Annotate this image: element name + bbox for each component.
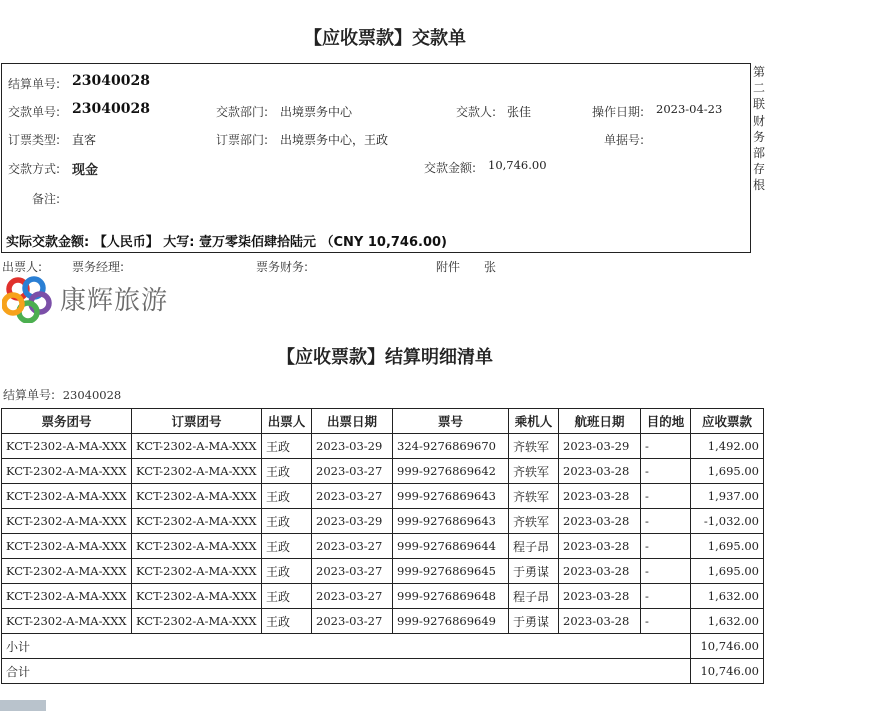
detail-settle-no-value: 23040028	[62, 388, 122, 402]
cell-issue-date: 2023-03-29	[312, 509, 393, 534]
cell-receivable: -1,032.00	[691, 509, 764, 534]
cell-flight-date: 2023-03-28	[559, 484, 641, 509]
col-header-destination: 目的地	[641, 409, 691, 434]
cell-flight-date: 2023-03-28	[559, 534, 641, 559]
cell-flight-date: 2023-03-28	[559, 609, 641, 634]
pay-method-label: 交款方式:	[8, 162, 61, 176]
col-header-ticket-group: 票务团号	[2, 409, 132, 434]
bottom-scroll-stub	[0, 700, 46, 711]
cell-destination: -	[641, 484, 691, 509]
cell-receivable: 1,695.00	[691, 534, 764, 559]
cell-ticket-group: KCT-2302-A-MA-XXX	[2, 459, 132, 484]
cell-ticket-no: 999-9276869642	[393, 459, 509, 484]
issuer-label: 出票人:	[2, 260, 43, 274]
cell-order-group: KCT-2302-A-MA-XXX	[132, 609, 262, 634]
total-label: 合计	[2, 659, 691, 684]
cell-issuer: 王政	[262, 559, 312, 584]
col-header-flight-date: 航班日期	[559, 409, 641, 434]
cell-passenger: 于勇谋	[509, 609, 559, 634]
total-row	[2, 659, 764, 684]
detail-title: 【应收票款】结算明细清单	[277, 347, 493, 368]
finance-label: 票务财务:	[256, 260, 309, 274]
cell-flight-date: 2023-03-28	[559, 584, 641, 609]
cell-receivable: 1,492.00	[691, 434, 764, 459]
actual-amount-line: 实际交款金额: 【人民币】 大写: 壹万零柒佰肆拾陆元 （CNY 10,746.00)	[6, 235, 447, 250]
cell-passenger: 于勇谋	[509, 559, 559, 584]
order-dept-value: 出境票务中心，王政	[280, 133, 389, 147]
table-row	[2, 609, 764, 634]
order-type-value: 直客	[72, 133, 97, 147]
cell-issue-date: 2023-03-27	[312, 484, 393, 509]
copy-side-note: 第二联财务部存根	[753, 65, 766, 193]
table-row	[2, 459, 764, 484]
brand-logo-icon	[2, 275, 52, 323]
settlement-detail-table	[1, 408, 764, 684]
cell-order-group: KCT-2302-A-MA-XXX	[132, 459, 262, 484]
cell-ticket-no: 999-9276869643	[393, 484, 509, 509]
col-header-issue-date: 出票日期	[312, 409, 393, 434]
pay-no-label: 交款单号:	[8, 105, 61, 119]
cell-flight-date: 2023-03-29	[559, 434, 641, 459]
cell-ticket-group: KCT-2302-A-MA-XXX	[2, 484, 132, 509]
receipt-no-label: 单据号:	[604, 133, 645, 147]
cell-issuer: 王政	[262, 584, 312, 609]
attach-label: 附件	[436, 260, 461, 274]
cell-ticket-group: KCT-2302-A-MA-XXX	[2, 609, 132, 634]
cell-receivable: 1,695.00	[691, 459, 764, 484]
cell-destination: -	[641, 509, 691, 534]
cell-issuer: 王政	[262, 609, 312, 634]
cell-destination: -	[641, 434, 691, 459]
cell-ticket-no: 999-9276869644	[393, 534, 509, 559]
cell-order-group: KCT-2302-A-MA-XXX	[132, 509, 262, 534]
brand-name: 康辉旅游	[60, 286, 169, 316]
subtotal-label: 小计	[2, 634, 691, 659]
cell-ticket-no: 999-9276869645	[393, 559, 509, 584]
pay-no-value: 23040028	[72, 101, 150, 117]
cell-receivable: 1,695.00	[691, 559, 764, 584]
cell-passenger: 程子昂	[509, 584, 559, 609]
remark-label: 备注:	[32, 192, 61, 206]
cell-passenger: 程子昂	[509, 534, 559, 559]
voucher-title: 【应收票款】交款单	[304, 28, 466, 49]
col-header-order-group: 订票团号	[132, 409, 262, 434]
voucher-box	[1, 63, 751, 253]
pay-dept-label: 交款部门:	[216, 105, 269, 119]
table-row	[2, 534, 764, 559]
cell-issue-date: 2023-03-27	[312, 609, 393, 634]
cell-destination: -	[641, 534, 691, 559]
cell-passenger: 齐轶军	[509, 509, 559, 534]
subtotal-row	[2, 634, 764, 659]
cell-flight-date: 2023-03-28	[559, 509, 641, 534]
col-header-receivable: 应收票款	[691, 409, 764, 434]
cell-passenger: 齐轶军	[509, 459, 559, 484]
cell-flight-date: 2023-03-28	[559, 459, 641, 484]
cell-ticket-group: KCT-2302-A-MA-XXX	[2, 534, 132, 559]
cell-passenger: 齐轶军	[509, 434, 559, 459]
cell-destination: -	[641, 459, 691, 484]
payer-value: 张佳	[507, 105, 532, 119]
cell-ticket-group: KCT-2302-A-MA-XXX	[2, 584, 132, 609]
order-dept-label: 订票部门:	[216, 133, 269, 147]
attach-unit: 张	[484, 260, 497, 274]
cell-receivable: 1,632.00	[691, 584, 764, 609]
cell-destination: -	[641, 559, 691, 584]
cell-order-group: KCT-2302-A-MA-XXX	[132, 584, 262, 609]
cell-flight-date: 2023-03-28	[559, 559, 641, 584]
op-date-value: 2023-04-23	[656, 102, 723, 116]
manager-label: 票务经理:	[72, 260, 125, 274]
total-value: 10,746.00	[691, 659, 764, 684]
cell-issuer: 王政	[262, 434, 312, 459]
table-row	[2, 509, 764, 534]
cell-ticket-group: KCT-2302-A-MA-XXX	[2, 434, 132, 459]
cell-passenger: 齐轶军	[509, 484, 559, 509]
cell-ticket-no: 999-9276869643	[393, 509, 509, 534]
table-row	[2, 584, 764, 609]
col-header-ticket-no: 票号	[393, 409, 509, 434]
cell-issue-date: 2023-03-29	[312, 434, 393, 459]
cell-ticket-no: 999-9276869649	[393, 609, 509, 634]
cell-issue-date: 2023-03-27	[312, 584, 393, 609]
cell-ticket-no: 999-9276869648	[393, 584, 509, 609]
cell-destination: -	[641, 584, 691, 609]
cell-order-group: KCT-2302-A-MA-XXX	[132, 434, 262, 459]
op-date-label: 操作日期:	[592, 105, 645, 119]
pay-amount-value: 10,746.00	[488, 158, 547, 172]
pay-method-value: 现金	[72, 163, 99, 178]
table-row	[2, 484, 764, 509]
cell-issuer: 王政	[262, 484, 312, 509]
cell-ticket-group: KCT-2302-A-MA-XXX	[2, 509, 132, 534]
table-row	[2, 559, 764, 584]
col-header-passenger: 乘机人	[509, 409, 559, 434]
cell-receivable: 1,937.00	[691, 484, 764, 509]
table-row	[2, 434, 764, 459]
cell-order-group: KCT-2302-A-MA-XXX	[132, 559, 262, 584]
settle-no-label: 结算单号:	[8, 77, 61, 91]
brand-logo-partial	[0, 0, 48, 6]
payer-label: 交款人:	[456, 105, 497, 119]
cell-issue-date: 2023-03-27	[312, 534, 393, 559]
cell-issue-date: 2023-03-27	[312, 459, 393, 484]
cell-receivable: 1,632.00	[691, 609, 764, 634]
cell-destination: -	[641, 609, 691, 634]
pay-dept-value: 出境票务中心	[280, 105, 353, 119]
cell-order-group: KCT-2302-A-MA-XXX	[132, 484, 262, 509]
cell-issuer: 王政	[262, 509, 312, 534]
pay-amount-label: 交款金额:	[424, 161, 477, 175]
table-header-row	[2, 409, 764, 434]
subtotal-value: 10,746.00	[691, 634, 764, 659]
cell-order-group: KCT-2302-A-MA-XXX	[132, 534, 262, 559]
cell-issuer: 王政	[262, 534, 312, 559]
cell-ticket-group: KCT-2302-A-MA-XXX	[2, 559, 132, 584]
settle-no-value: 23040028	[72, 73, 150, 89]
cell-issue-date: 2023-03-27	[312, 559, 393, 584]
cell-ticket-no: 324-9276869670	[393, 434, 509, 459]
detail-settle-no-label: 结算单号:	[3, 388, 56, 402]
col-header-issuer: 出票人	[262, 409, 312, 434]
order-type-label: 订票类型:	[8, 133, 61, 147]
detail-settle-no	[3, 386, 121, 403]
cell-issuer: 王政	[262, 459, 312, 484]
